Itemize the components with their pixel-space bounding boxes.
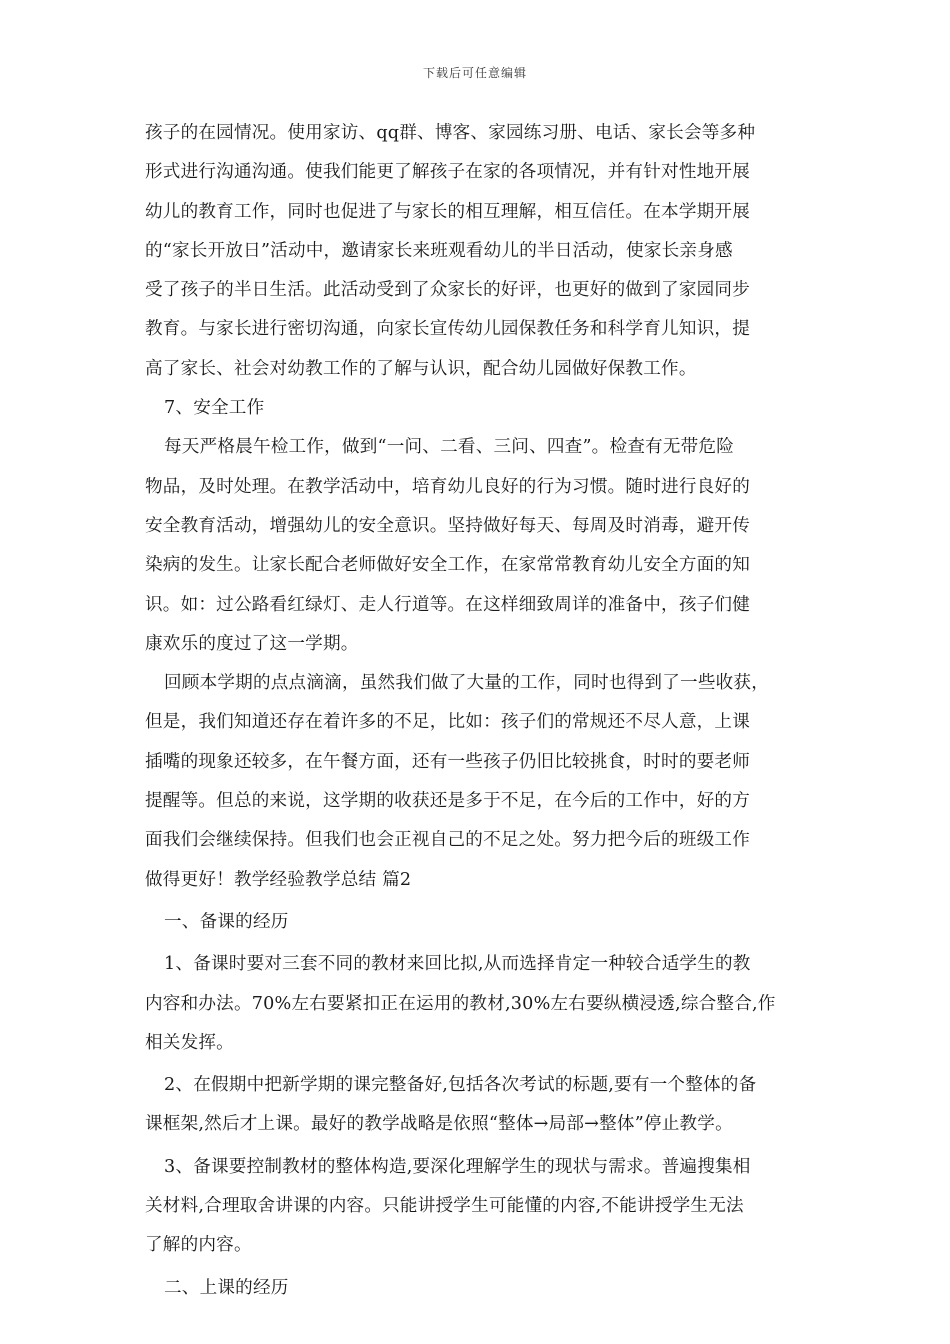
text-line: 7、安全工作 (164, 398, 265, 419)
text-line: 相关发挥。 (145, 1032, 234, 1053)
text-line: 了解的内容。 (145, 1235, 252, 1256)
text-line: 一、备课的经历 (164, 911, 289, 932)
document-body (145, 114, 813, 1308)
text-line: 染病的发生。让家长配合老师做好安全工作，在家常常教育幼儿安全方面的知 (145, 555, 750, 576)
text-line: 3、备课要控制教材的整体构造,要深化理解学生的现状与需求。普遍搜集相 (164, 1156, 751, 1177)
text-line: 每天严格晨午检工作，做到“一问、二看、三问、四查”。检查有无带危险 (164, 437, 734, 458)
text-line: 2、在假期中把新学期的课完整备好,包括各次考试的标题,要有一个整体的备 (164, 1075, 757, 1096)
text-line: 关材料,合理取舍讲课的内容。只能讲授学生可能懂的内容,不能讲授学生无法 (145, 1196, 744, 1217)
text-line: 内容和办法。70%左右要紧扣正在运用的教材,30%左右要纵横浸透,综合整合,作 (145, 993, 776, 1014)
text-line: 康欢乐的度过了这一学期。 (145, 633, 359, 654)
text-line: 安全教育活动，增强幼儿的安全意识。坚持做好每天、每周及时消毒，避开传 (145, 515, 750, 536)
text-line: 提醒等。但总的来说，这学期的收获还是多于不足，在今后的工作中，好的方 (145, 791, 750, 812)
text-line: 孩子的在园情况。使用家访、qq群、博客、家园练习册、电话、家长会等多种 (145, 123, 756, 143)
text-line: 课框架,然后才上课。最好的教学战略是依照“整体→局部→整体”停止教学。 (145, 1114, 733, 1135)
text-line: 的“家长开放日”活动中，邀请家长来班观看幼儿的半日活动，使家长亲身感 (145, 240, 733, 261)
page-header: 下载后可任意编辑 (422, 66, 527, 80)
text-line: 做得更好！教学经验教学总结 篇2 (145, 869, 412, 890)
text-line: 高了家长、社会对幼教工作的了解与认识，配合幼儿园做好保教工作。 (145, 358, 697, 379)
text-line: 形式进行沟通沟通。使我们能更了解孩子在家的各项情况，并有针对性地开展 (145, 162, 750, 183)
text-line: 识。如：过公路看红绿灯、走人行道等。在这样细致周详的准备中，孩子们健 (145, 594, 750, 615)
text-line: 回顾本学期的点点滴滴，虽然我们做了大量的工作，同时也得到了一些收获， (164, 673, 769, 694)
text-line: 教育。与家长进行密切沟通，向家长宣传幼儿园保教任务和科学育儿知识，提 (145, 319, 750, 340)
text-line: 但是，我们知道还存在着许多的不足，比如：孩子们的常规还不尽人意，上课 (145, 712, 750, 733)
text-line: 受了孩子的半日生活。此活动受到了众家长的好评，也更好的做到了家园同步 (145, 280, 750, 301)
text-line: 幼儿的教育工作，同时也促进了与家长的相互理解，相互信任。在本学期开展 (145, 201, 750, 222)
text-line: 物品，及时处理。在教学活动中，培育幼儿良好的行为习惯。随时进行良好的 (145, 476, 750, 497)
text-line: 面我们会继续保持。但我们也会正视自己的不足之处。努力把今后的班级工作 (145, 830, 750, 851)
text-line: 插嘴的现象还较多，在午餐方面，还有一些孩子仍旧比较挑食，时时的要老师 (145, 751, 750, 772)
text-line: 二、上课的经历 (164, 1277, 289, 1298)
text-line: 1、备课时要对三套不同的教材来回比拟,从而选择肯定一种较合适学生的教 (164, 954, 751, 975)
